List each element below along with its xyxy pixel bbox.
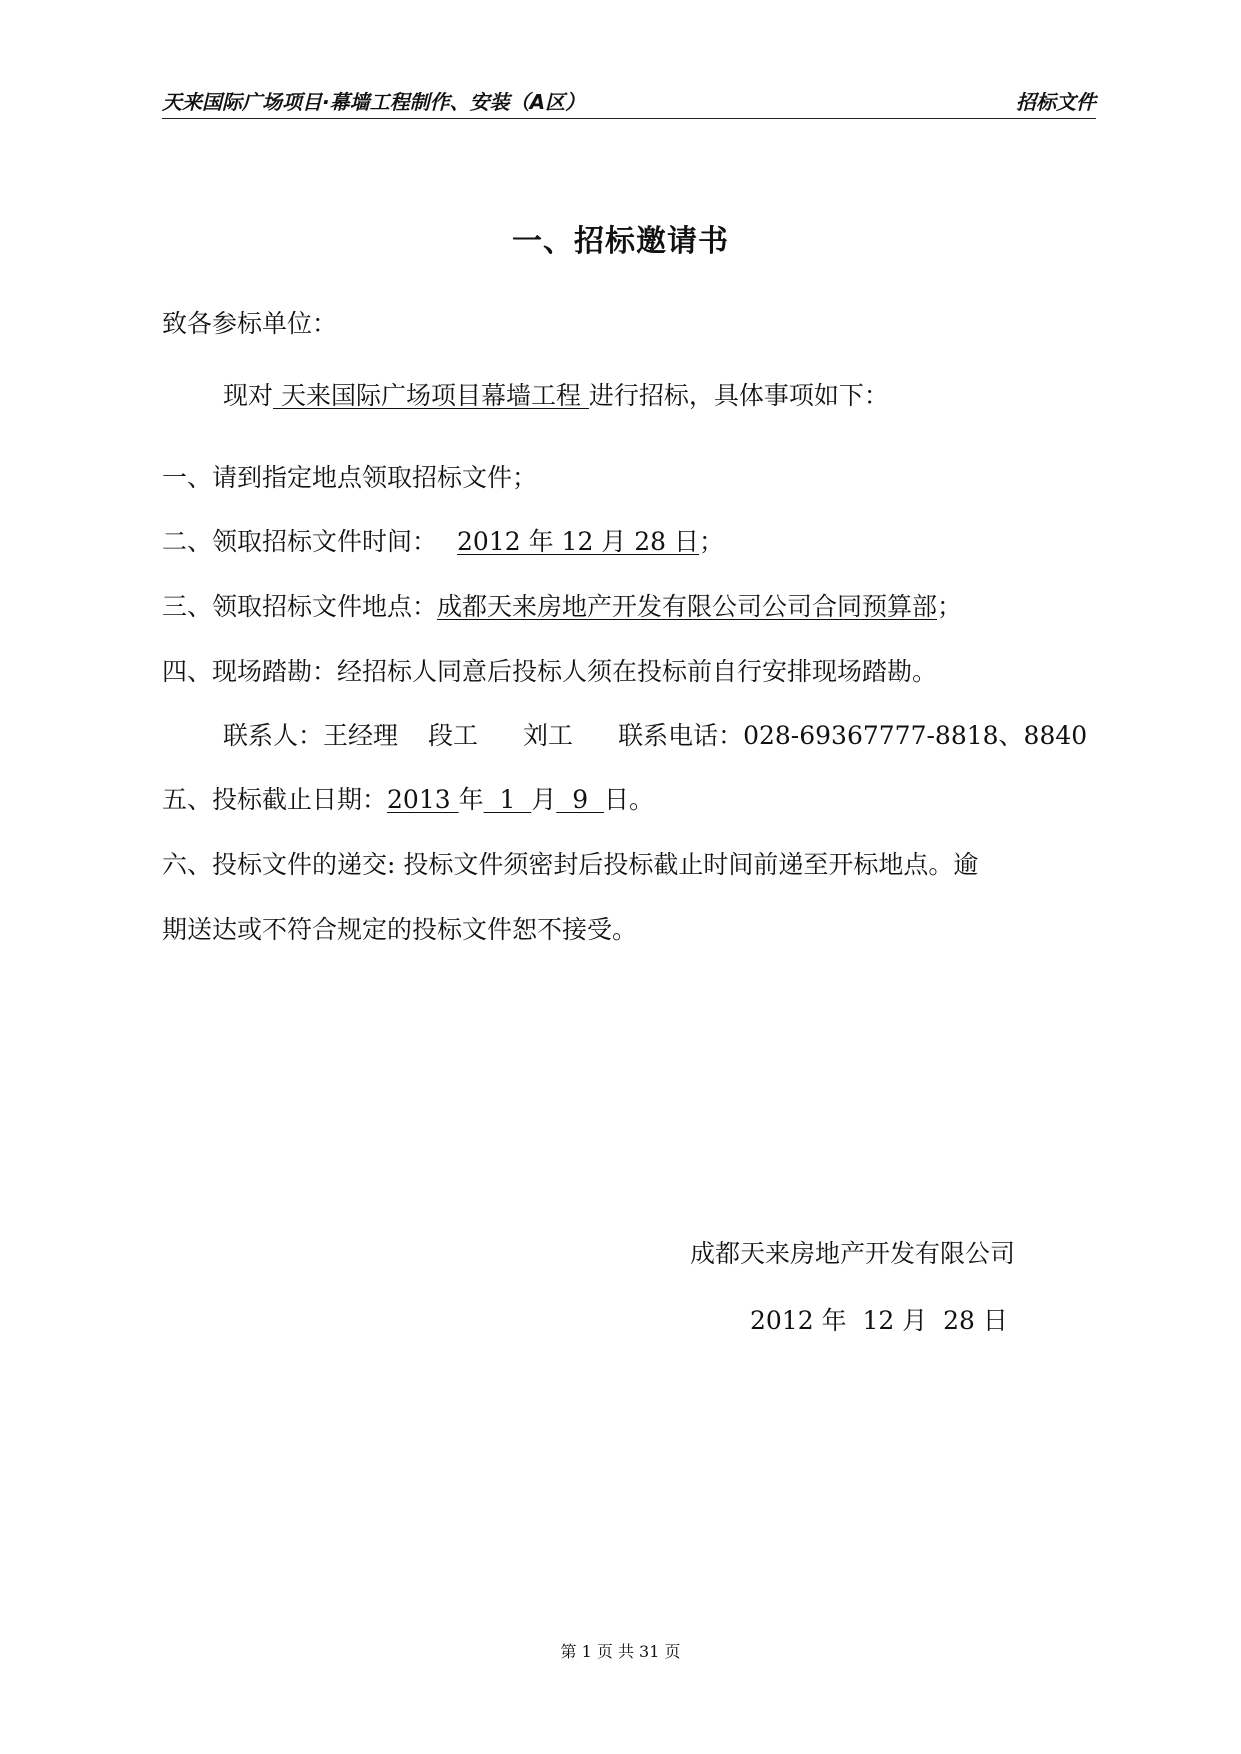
contact-line	[223, 718, 1087, 754]
deadline-year-unit: 年	[458, 785, 484, 814]
deadline-day-unit: 日。	[604, 785, 655, 814]
item-3-end: ；	[937, 592, 963, 621]
page-header	[162, 88, 1096, 119]
header-left-text: 天来国际广场项目·幕墙工程制作、安装（A区）	[162, 90, 586, 114]
item-5	[162, 782, 654, 818]
page-title: 一、招标邀请书	[512, 224, 729, 259]
item-6-line-2: 期送达或不符合规定的投标文件恕不接受。	[162, 915, 638, 944]
item-6-line-1: 六、投标文件的递交: 投标文件须密封后投标截止时间前递至开标地点。逾	[162, 850, 979, 879]
contact-label: 联系人：	[223, 721, 324, 750]
intro-paragraph	[223, 378, 889, 414]
item-1: 一、请到指定地点领取招标文件；	[162, 463, 538, 492]
deadline-day: 9	[556, 785, 605, 814]
item-2	[162, 524, 724, 560]
phone-label: 联系电话：	[618, 721, 744, 750]
contact-person-3: 刘工	[523, 721, 574, 750]
signature-company: 成都天来房地产开发有限公司	[690, 1239, 1016, 1268]
intro-suffix: 进行招标，具体事项如下：	[588, 381, 889, 410]
intro-prefix: 现对	[223, 381, 274, 410]
page-number: 第 1 页 共 31 页	[560, 1642, 681, 1661]
item-3-location: 成都天来房地产开发有限公司公司合同预算部	[437, 592, 938, 621]
contact-person-2: 段工	[428, 721, 479, 750]
item-3-label: 三、领取招标文件地点：	[162, 592, 438, 621]
deadline-year: 2013	[387, 785, 459, 814]
deadline-month-unit: 月	[531, 785, 557, 814]
signature-date: 2012 年 12 月 28 日	[750, 1306, 1008, 1335]
item-2-end: ；	[699, 527, 725, 556]
item-2-label: 二、领取招标文件时间：	[162, 527, 438, 556]
item-4: 四、现场踏勘：经招标人同意后投标人须在投标前自行安排现场踏勘。	[162, 657, 938, 686]
intro-project-name: 天来国际广场项目幕墙工程	[273, 381, 589, 410]
contact-person-1: 王经理	[323, 721, 399, 750]
salutation: 致各参标单位：	[162, 309, 338, 338]
item-5-label: 五、投标截止日期：	[162, 785, 388, 814]
deadline-month: 1	[483, 785, 532, 814]
header-right-text: 招标文件	[1016, 90, 1096, 114]
phone-number: 028-69367777-8818、8840	[743, 721, 1088, 750]
item-2-date: 2012 年 12 月 28 日	[457, 527, 699, 556]
item-3	[162, 589, 962, 625]
